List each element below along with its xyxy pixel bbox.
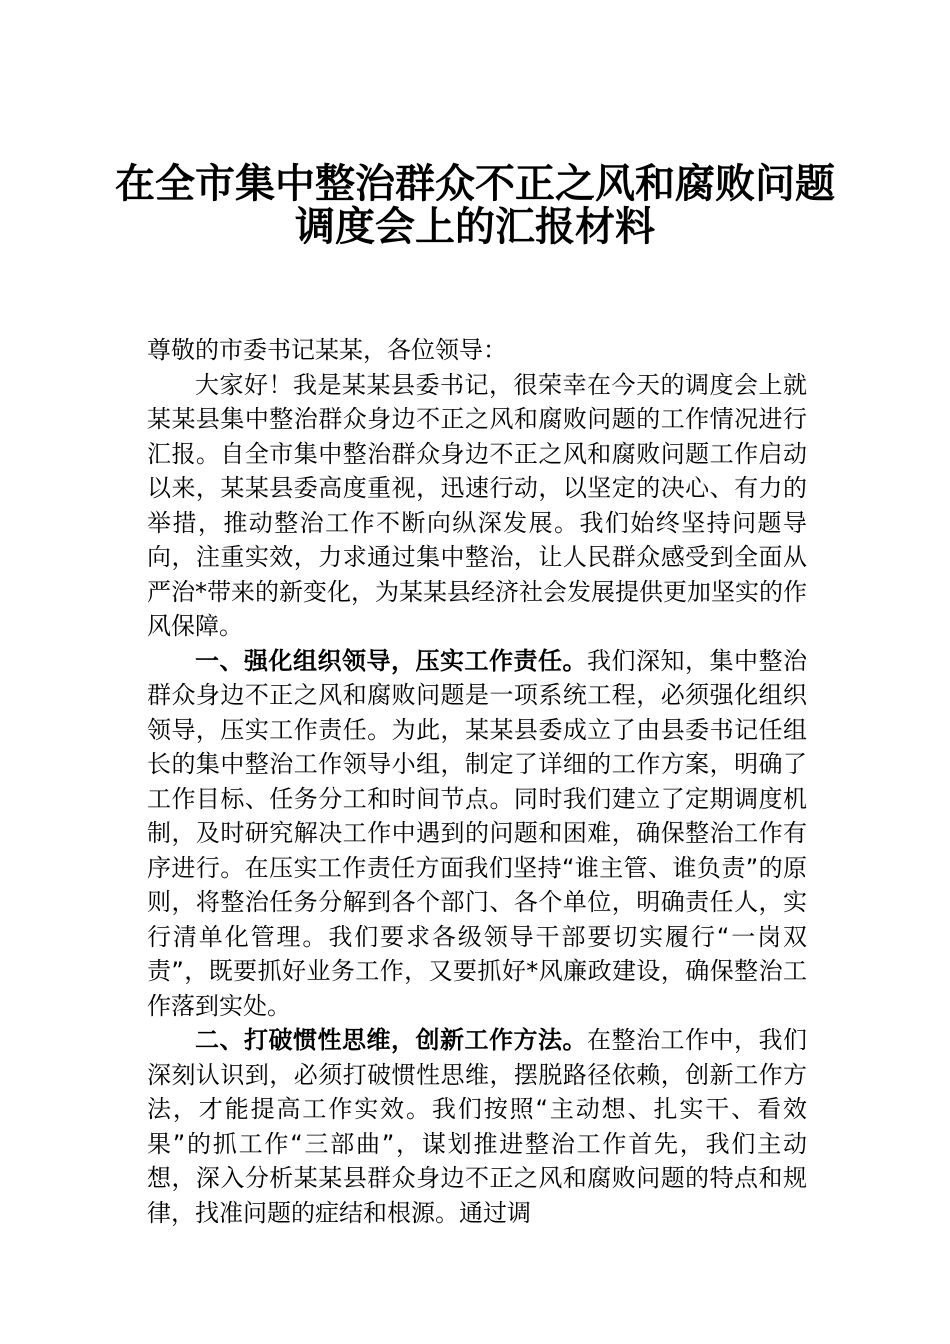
section-1-text: 我们深知，集中整治群众身边不正之风和腐败问题是一项系统工程，必须强化组织领导，压实工作责任。为此，某某县委成立了由县委书记任组长的集中整治工作领导小组，制定了详细的工作方案，明确了工作目标、任务分工和时间节点。同时我们建立了定期调度机制，及时研究解决工作中遇到的问题和困难，确保整治工作有序进行。在压实工作责任方面我们坚持“谁主管、谁负责”的原则，将整治任务分解到各个部门、各个单位，明确责任人，实行清单化管理。我们要求各级领导干部要切实履行“一岗双责”，既要抓好业务工作，又要抓好*风廉政建设，确保整治工作落到实处。 [147,646,807,1020]
section-1-paragraph [147,644,807,1024]
salutation: 尊敬的市委书记某某，各位领导： [147,336,507,364]
document-title-line-2: 调度会上的汇报材料 [295,203,655,250]
document-title-line-1: 在全市集中整治群众不正之风和腐败问题 [115,160,835,207]
section-2-text: 在整治工作中，我们深刻认识到，必须打破惯性思维，摆脱路径依赖，创新工作方法，才能提高工作实效。我们按照“主动想、扎实干、看效果”的抓工作“三部曲”，谋划推进整治工作首先，我们主动想，深入分析某某县群众身边不正之风和腐败问题的特点和规律，找准问题的症结和根源。通过调 [147,1026,807,1227]
intro-paragraph: 大家好！我是某某县委书记，很荣幸在今天的调度会上就某某县集中整治群众身边不正之风和腐败问题的工作情况进行汇报。自全市集中整治群众身边不正之风和腐败问题工作启动以来，某某县委高度重视，迅速行动，以坚定的决心、有力的举措，推动整治工作不断向纵深发展。我们始终坚持问题导向，注重实效，力求通过集中整治，让人民群众感受到全面从严治*带来的新变化，为某某县经济社会发展提供更加坚实的作风保障。 [147,370,807,640]
section-1-heading: 一、强化组织领导，压实工作责任。 [195,646,587,675]
document-body [147,333,807,1230]
section-2-paragraph [147,1023,807,1230]
section-2-heading: 二、打破惯性思维，创新工作方法。 [195,1026,587,1054]
